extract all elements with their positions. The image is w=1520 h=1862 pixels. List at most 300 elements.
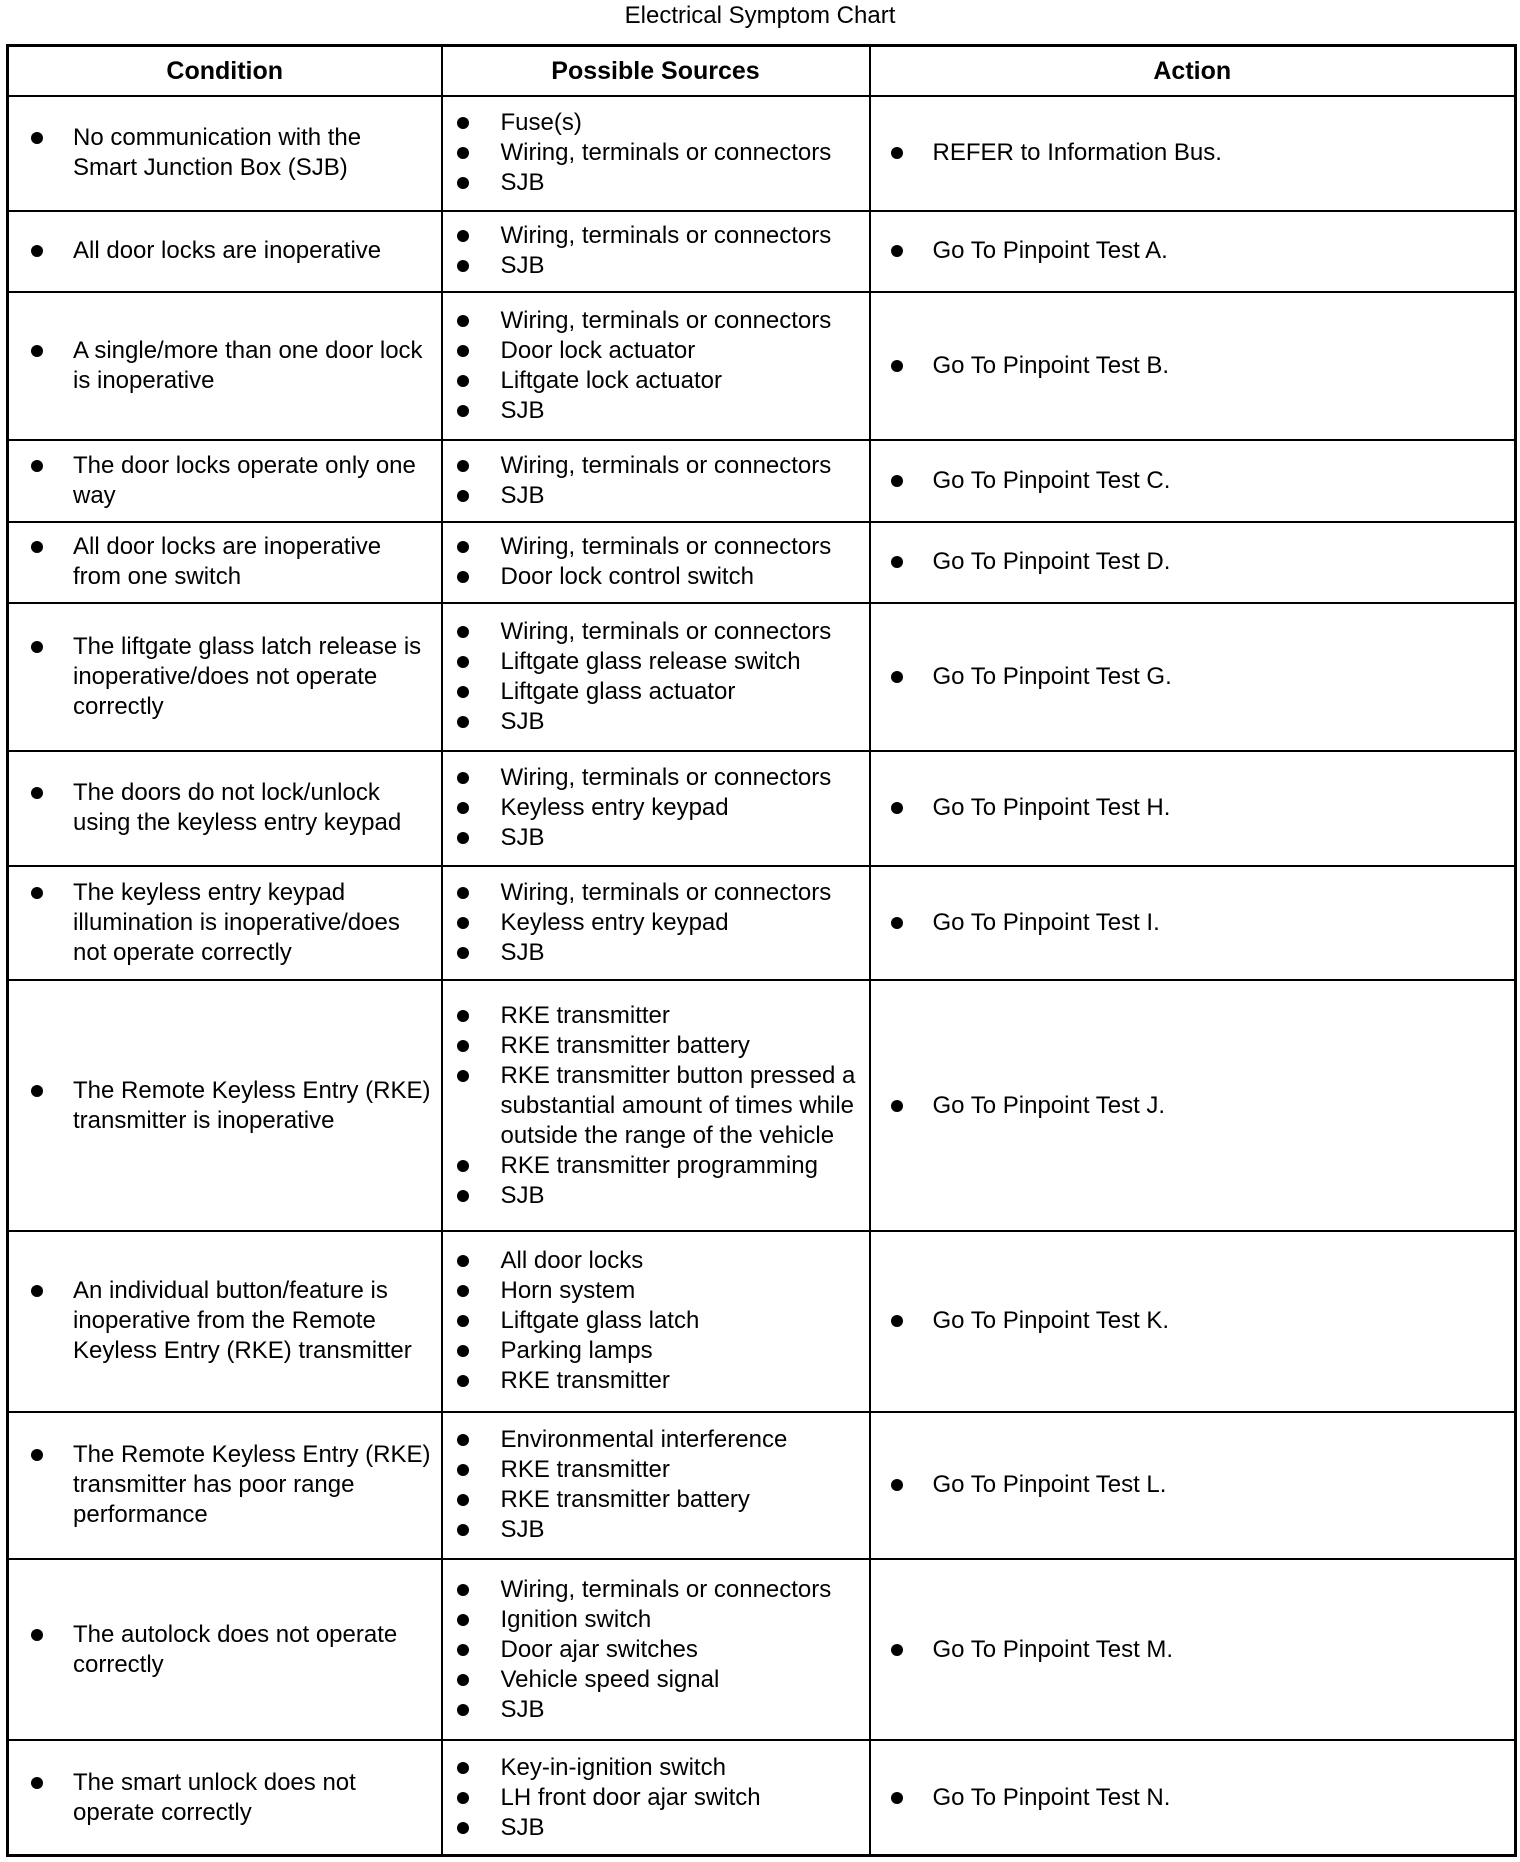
action-item xyxy=(891,793,1505,823)
table-row xyxy=(8,211,1516,293)
source-item xyxy=(457,1366,859,1396)
action-item xyxy=(891,908,1505,938)
sources-cell xyxy=(442,1412,870,1560)
condition-cell-list xyxy=(9,872,441,974)
table-row xyxy=(8,1412,1516,1560)
source-item-text: SJB xyxy=(500,169,545,197)
source-item xyxy=(457,1336,859,1366)
source-item-text: RKE transmitter battery xyxy=(500,1486,750,1514)
sources-cell xyxy=(442,1740,870,1855)
bullet-icon xyxy=(457,1070,469,1082)
source-item-text: Wiring, terminals or connectors xyxy=(500,533,832,561)
bullet-icon xyxy=(891,360,903,372)
source-item xyxy=(457,1425,859,1455)
header-action: Action xyxy=(870,46,1516,97)
action-cell-list xyxy=(871,656,1515,698)
source-item-text: RKE transmitter battery xyxy=(500,1031,750,1059)
action-cell-list xyxy=(871,1300,1515,1342)
action-cell xyxy=(870,1231,1516,1412)
source-item-text: Horn system xyxy=(500,1277,636,1305)
bullet-icon xyxy=(31,1449,43,1461)
source-item xyxy=(457,1001,859,1031)
condition-cell-list xyxy=(9,1070,441,1142)
action-item-text: Go To Pinpoint Test H. xyxy=(932,794,1171,822)
source-item-text: SJB xyxy=(500,939,545,967)
source-item xyxy=(457,1455,859,1485)
source-item xyxy=(457,677,859,707)
bullet-icon xyxy=(457,1255,469,1267)
source-item-text: Ignition switch xyxy=(500,1605,652,1633)
table-row xyxy=(8,1231,1516,1412)
source-item-text: All door locks xyxy=(500,1247,644,1275)
condition-cell-list xyxy=(9,1434,441,1536)
condition-cell xyxy=(8,1231,442,1412)
condition-item xyxy=(31,336,431,396)
source-item-text: SJB xyxy=(500,481,545,509)
source-item xyxy=(457,707,859,737)
condition-item-text: The liftgate glass latch release is inoperative/does not operate correctly xyxy=(73,633,422,721)
source-item-text: Door lock actuator xyxy=(500,337,696,365)
source-item xyxy=(457,1031,859,1061)
source-item xyxy=(457,823,859,853)
sources-cell-list xyxy=(443,1747,869,1849)
source-item xyxy=(457,1813,859,1843)
source-item-text: Wiring, terminals or connectors xyxy=(500,1575,832,1603)
condition-cell xyxy=(8,751,442,866)
bullet-icon xyxy=(891,671,903,683)
condition-item xyxy=(31,1440,431,1530)
condition-cell xyxy=(8,980,442,1230)
source-item-text: Wiring, terminals or connectors xyxy=(500,764,832,792)
source-item-text: Wiring, terminals or connectors xyxy=(500,618,832,646)
bullet-icon xyxy=(457,917,469,929)
header-row xyxy=(8,46,1516,97)
condition-item-text: The door locks operate only one way xyxy=(73,451,416,509)
bullet-icon xyxy=(891,1644,903,1656)
sources-cell xyxy=(442,866,870,981)
action-cell-list xyxy=(871,902,1515,944)
sources-cell-list xyxy=(443,872,869,974)
source-item xyxy=(457,451,859,481)
condition-item xyxy=(31,632,431,722)
condition-item-text: The Remote Keyless Entry (RKE) transmitter is inoperative xyxy=(73,1076,431,1134)
bullet-icon xyxy=(457,887,469,899)
action-item xyxy=(891,1306,1505,1336)
bullet-icon xyxy=(457,947,469,959)
action-cell xyxy=(870,1412,1516,1560)
source-item xyxy=(457,617,859,647)
action-item-text: Go To Pinpoint Test A. xyxy=(932,237,1168,265)
bullet-icon xyxy=(891,245,903,257)
action-item xyxy=(891,138,1505,168)
bullet-icon xyxy=(457,230,469,242)
bullet-icon xyxy=(457,716,469,728)
bullet-icon xyxy=(457,1822,469,1834)
sources-cell-list xyxy=(443,215,869,287)
source-item-text: SJB xyxy=(500,824,545,852)
action-item-text: Go To Pinpoint Test G. xyxy=(932,663,1172,691)
action-item xyxy=(891,1091,1505,1121)
bullet-icon xyxy=(31,1629,43,1641)
condition-item-text: An individual button/feature is inoperative from the Remote Keyless Entry (RKE) transmitter xyxy=(73,1277,412,1365)
source-item-text: LH front door ajar switch xyxy=(500,1783,761,1811)
bullet-icon xyxy=(31,1085,43,1097)
bullet-icon xyxy=(31,787,43,799)
action-cell xyxy=(870,603,1516,751)
source-item xyxy=(457,221,859,251)
source-item-text: Parking lamps xyxy=(500,1337,653,1365)
condition-item-text: All door locks are inoperative from one switch xyxy=(73,533,382,591)
condition-cell xyxy=(8,96,442,211)
source-item-text: Liftgate glass latch xyxy=(500,1307,700,1335)
action-cell-list xyxy=(871,541,1515,583)
source-item xyxy=(457,336,859,366)
condition-cell-list xyxy=(9,626,441,728)
bullet-icon xyxy=(457,1345,469,1357)
action-cell xyxy=(870,96,1516,211)
bullet-icon xyxy=(457,832,469,844)
action-item xyxy=(891,662,1505,692)
condition-cell xyxy=(8,1412,442,1560)
bullet-icon xyxy=(457,1704,469,1716)
bullet-icon xyxy=(457,1160,469,1172)
bullet-icon xyxy=(457,1584,469,1596)
bullet-icon xyxy=(457,405,469,417)
condition-item xyxy=(31,451,431,511)
sources-cell-list xyxy=(443,1419,869,1551)
source-item xyxy=(457,1635,859,1665)
action-item xyxy=(891,547,1505,577)
source-item-text: SJB xyxy=(500,1695,545,1723)
condition-cell xyxy=(8,211,442,293)
bullet-icon xyxy=(891,1792,903,1804)
bullet-icon xyxy=(31,132,43,144)
source-item-text: SJB xyxy=(500,1813,545,1841)
source-item-text: Liftgate glass release switch xyxy=(500,648,801,676)
source-item xyxy=(457,908,859,938)
sources-cell xyxy=(442,522,870,604)
source-item-text: Vehicle speed signal xyxy=(500,1665,720,1693)
sources-cell-list xyxy=(443,995,869,1217)
condition-item xyxy=(31,1768,431,1828)
source-item-text: RKE transmitter xyxy=(500,1367,670,1395)
bullet-icon xyxy=(457,345,469,357)
source-item-text: Door ajar switches xyxy=(500,1635,698,1663)
action-item xyxy=(891,1783,1505,1813)
action-cell-list xyxy=(871,132,1515,174)
action-cell xyxy=(870,292,1516,440)
source-item-text: RKE transmitter programming xyxy=(500,1151,818,1179)
source-item xyxy=(457,1151,859,1181)
bullet-icon xyxy=(457,1762,469,1774)
sources-cell xyxy=(442,980,870,1230)
source-item xyxy=(457,1276,859,1306)
bullet-icon xyxy=(31,1285,43,1297)
source-item-text: SJB xyxy=(500,252,545,280)
condition-cell xyxy=(8,1740,442,1855)
source-item-text: Keyless entry keypad xyxy=(500,909,729,937)
header-possible-sources: Possible Sources xyxy=(442,46,870,97)
source-item-text: Keyless entry keypad xyxy=(500,794,729,822)
table-body xyxy=(8,96,1516,1856)
action-item-text: REFER to Information Bus. xyxy=(932,139,1222,167)
table-row xyxy=(8,522,1516,604)
source-item-text: Wiring, terminals or connectors xyxy=(500,879,832,907)
source-item xyxy=(457,1515,859,1545)
condition-cell xyxy=(8,603,442,751)
bullet-icon xyxy=(457,1375,469,1387)
source-item-text: Environmental interference xyxy=(500,1426,788,1454)
bullet-icon xyxy=(891,556,903,568)
source-item-text: SJB xyxy=(500,397,545,425)
source-item-text: Wiring, terminals or connectors xyxy=(500,139,832,167)
source-item xyxy=(457,562,859,592)
bullet-icon xyxy=(457,802,469,814)
source-item-text: Key-in-ignition switch xyxy=(500,1753,726,1781)
bullet-icon xyxy=(457,375,469,387)
source-item xyxy=(457,1605,859,1635)
bullet-icon xyxy=(31,641,43,653)
condition-item-text: The doors do not lock/unlock using the keyless entry keypad xyxy=(73,779,402,837)
source-item xyxy=(457,1485,859,1515)
bullet-icon xyxy=(457,1434,469,1446)
action-cell xyxy=(870,440,1516,522)
table-row xyxy=(8,292,1516,440)
condition-cell xyxy=(8,866,442,981)
source-item xyxy=(457,481,859,511)
source-item xyxy=(457,793,859,823)
source-item-text: RKE transmitter button pressed a substantial amount of times while outside the range of the vehicle xyxy=(500,1061,856,1149)
source-item xyxy=(457,532,859,562)
source-item xyxy=(457,366,859,396)
sources-cell xyxy=(442,211,870,293)
source-item-text: Wiring, terminals or connectors xyxy=(500,451,832,479)
bullet-icon xyxy=(457,626,469,638)
bullet-icon xyxy=(457,1644,469,1656)
action-cell-list xyxy=(871,1464,1515,1506)
bullet-icon xyxy=(31,460,43,472)
action-cell-list xyxy=(871,460,1515,502)
source-item-text: Liftgate lock actuator xyxy=(500,367,722,395)
table-row xyxy=(8,96,1516,211)
source-item-text: RKE transmitter xyxy=(500,1001,670,1029)
source-item xyxy=(457,1695,859,1725)
bullet-icon xyxy=(457,1494,469,1506)
bullet-icon xyxy=(457,656,469,668)
action-item-text: Go To Pinpoint Test N. xyxy=(932,1783,1171,1811)
action-cell xyxy=(870,1740,1516,1855)
symptom-table xyxy=(6,44,1517,1857)
sources-cell xyxy=(442,96,870,211)
chart-title: Electrical Symptom Chart xyxy=(624,2,896,29)
bullet-icon xyxy=(457,541,469,553)
bullet-icon xyxy=(457,1315,469,1327)
action-item-text: Go To Pinpoint Test I. xyxy=(932,909,1160,937)
condition-item-text: No communication with the Smart Junction Box (SJB) xyxy=(73,124,362,182)
condition-item-text: The autolock does not operate correctly xyxy=(73,1620,398,1678)
action-cell xyxy=(870,980,1516,1230)
condition-item xyxy=(31,778,431,838)
source-item xyxy=(457,306,859,336)
bullet-icon xyxy=(31,887,43,899)
condition-item xyxy=(31,1620,431,1680)
condition-cell-list xyxy=(9,330,441,402)
action-item xyxy=(891,1635,1505,1665)
sources-cell-list xyxy=(443,445,869,517)
source-item-text: Wiring, terminals or connectors xyxy=(500,307,832,335)
bullet-icon xyxy=(457,1190,469,1202)
condition-item-text: The smart unlock does not operate correctly xyxy=(73,1768,356,1826)
source-item-text: SJB xyxy=(500,1516,545,1544)
bullet-icon xyxy=(457,460,469,472)
source-item xyxy=(457,647,859,677)
source-item xyxy=(457,396,859,426)
action-item-text: Go To Pinpoint Test B. xyxy=(932,352,1170,380)
sources-cell-list xyxy=(443,757,869,859)
source-item xyxy=(457,1753,859,1783)
bullet-icon xyxy=(457,117,469,129)
action-cell-list xyxy=(871,1629,1515,1671)
bullet-icon xyxy=(891,1315,903,1327)
condition-item-text: All door locks are inoperative xyxy=(73,237,382,265)
source-item xyxy=(457,168,859,198)
sources-cell xyxy=(442,1559,870,1740)
bullet-icon xyxy=(31,1777,43,1789)
action-item-text: Go To Pinpoint Test C. xyxy=(932,466,1171,494)
action-cell-list xyxy=(871,1085,1515,1127)
condition-cell-list xyxy=(9,1270,441,1372)
action-item-text: Go To Pinpoint Test D. xyxy=(932,548,1171,576)
bullet-icon xyxy=(891,1100,903,1112)
sources-cell xyxy=(442,440,870,522)
table-row xyxy=(8,751,1516,866)
bullet-icon xyxy=(31,541,43,553)
bullet-icon xyxy=(457,1040,469,1052)
action-cell-list xyxy=(871,230,1515,272)
source-item-text: Wiring, terminals or connectors xyxy=(500,222,832,250)
sources-cell xyxy=(442,292,870,440)
source-item xyxy=(457,1306,859,1336)
action-item-text: Go To Pinpoint Test L. xyxy=(932,1471,1167,1499)
table-row xyxy=(8,603,1516,751)
condition-item xyxy=(31,878,431,968)
source-item xyxy=(457,1181,859,1211)
bullet-icon xyxy=(457,490,469,502)
bullet-icon xyxy=(891,917,903,929)
bullet-icon xyxy=(457,147,469,159)
sources-cell-list xyxy=(443,1240,869,1402)
action-cell xyxy=(870,1559,1516,1740)
bullet-icon xyxy=(457,1792,469,1804)
condition-item xyxy=(31,1276,431,1366)
sources-cell-list xyxy=(443,526,869,598)
source-item-text: SJB xyxy=(500,708,545,736)
source-item-text: SJB xyxy=(500,1181,545,1209)
source-item xyxy=(457,1783,859,1813)
sources-cell-list xyxy=(443,300,869,432)
bullet-icon xyxy=(457,177,469,189)
bullet-icon xyxy=(891,147,903,159)
action-item-text: Go To Pinpoint Test J. xyxy=(932,1091,1166,1119)
action-cell xyxy=(870,751,1516,866)
sources-cell xyxy=(442,751,870,866)
action-item xyxy=(891,236,1505,266)
header-condition: Condition xyxy=(8,46,442,97)
source-item xyxy=(457,1575,859,1605)
condition-item xyxy=(31,1076,431,1136)
condition-cell-list xyxy=(9,445,441,517)
condition-item xyxy=(31,123,431,183)
condition-item-text: A single/more than one door lock is inoperative xyxy=(73,337,423,395)
condition-item xyxy=(31,236,431,266)
bullet-icon xyxy=(457,686,469,698)
condition-cell-list xyxy=(9,230,441,272)
bullet-icon xyxy=(457,1464,469,1476)
sources-cell xyxy=(442,1231,870,1412)
condition-cell-list xyxy=(9,772,441,844)
source-item xyxy=(457,938,859,968)
bullet-icon xyxy=(31,345,43,357)
action-cell-list xyxy=(871,345,1515,387)
action-cell xyxy=(870,522,1516,604)
source-item xyxy=(457,1246,859,1276)
table-row xyxy=(8,1559,1516,1740)
action-cell xyxy=(870,866,1516,981)
action-cell-list xyxy=(871,787,1515,829)
condition-cell-list xyxy=(9,526,441,598)
source-item xyxy=(457,138,859,168)
table-row xyxy=(8,866,1516,981)
sources-cell-list xyxy=(443,611,869,743)
source-item xyxy=(457,1665,859,1695)
source-item xyxy=(457,763,859,793)
bullet-icon xyxy=(457,1524,469,1536)
sources-cell-list xyxy=(443,1569,869,1731)
condition-cell xyxy=(8,292,442,440)
source-item-text: RKE transmitter xyxy=(500,1456,670,1484)
table-row xyxy=(8,440,1516,522)
bullet-icon xyxy=(891,475,903,487)
source-item xyxy=(457,108,859,138)
action-item xyxy=(891,466,1505,496)
condition-cell-list xyxy=(9,117,441,189)
action-cell-list xyxy=(871,1777,1515,1819)
bullet-icon xyxy=(457,1614,469,1626)
condition-cell xyxy=(8,1559,442,1740)
condition-cell-list xyxy=(9,1762,441,1834)
bullet-icon xyxy=(457,260,469,272)
table-row xyxy=(8,980,1516,1230)
sources-cell xyxy=(442,603,870,751)
source-item xyxy=(457,878,859,908)
action-item-text: Go To Pinpoint Test K. xyxy=(932,1307,1170,1335)
condition-item-text: The Remote Keyless Entry (RKE) transmitter has poor range performance xyxy=(73,1441,431,1529)
source-item-text: Door lock control switch xyxy=(500,563,754,591)
source-item-text: Fuse(s) xyxy=(500,109,582,137)
condition-cell xyxy=(8,522,442,604)
action-item xyxy=(891,1470,1505,1500)
bullet-icon xyxy=(457,1285,469,1297)
table-row xyxy=(8,1740,1516,1855)
condition-item-text: The keyless entry keypad illumination is inoperative/does not operate correctly xyxy=(73,879,400,967)
bullet-icon xyxy=(457,772,469,784)
bullet-icon xyxy=(891,1479,903,1491)
action-item xyxy=(891,351,1505,381)
source-item xyxy=(457,1061,859,1151)
bullet-icon xyxy=(891,802,903,814)
bullet-icon xyxy=(457,315,469,327)
action-cell xyxy=(870,211,1516,293)
